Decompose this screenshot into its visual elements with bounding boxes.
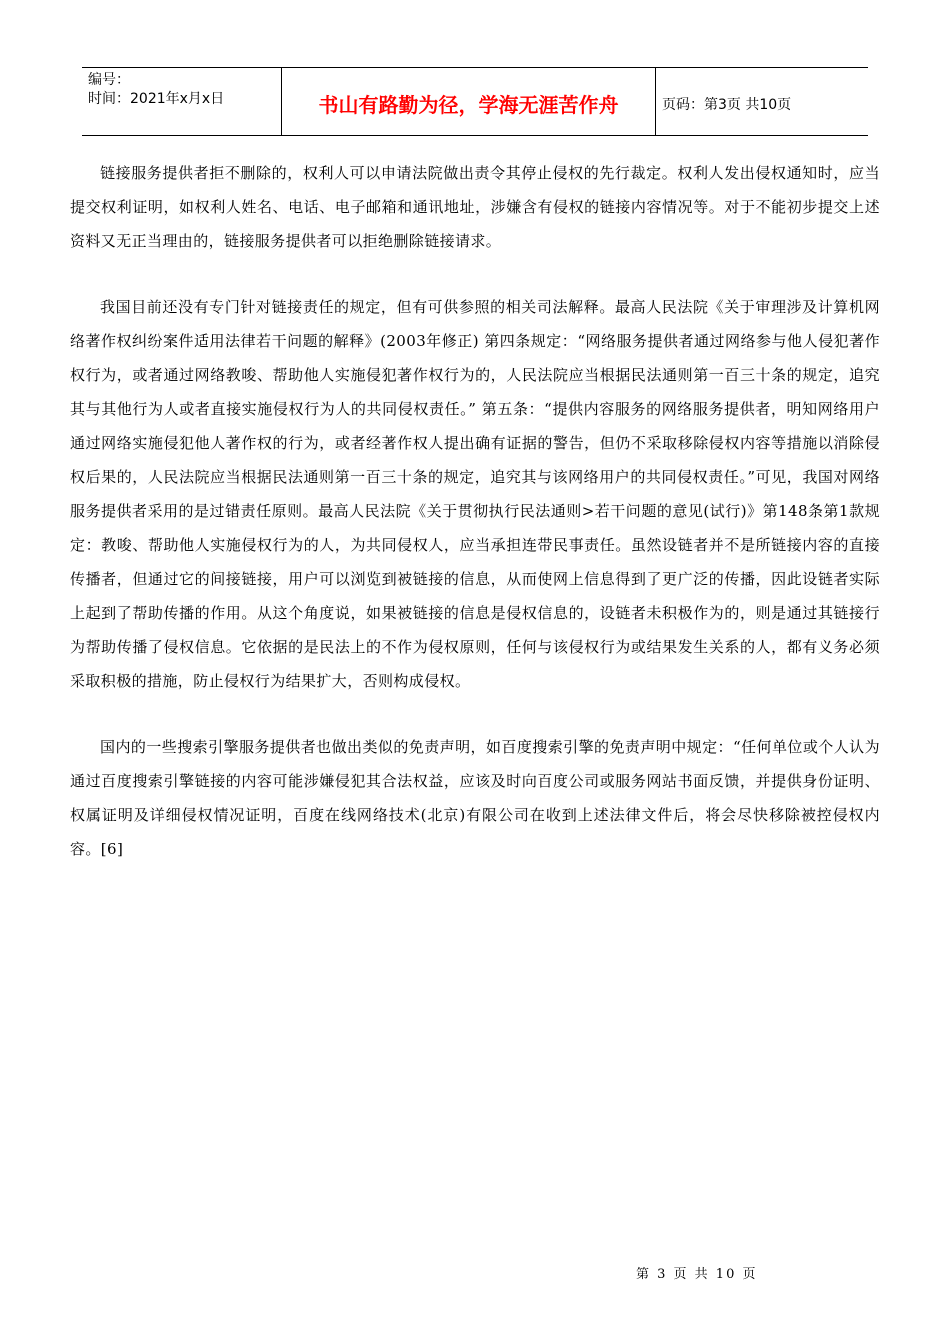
body-paragraph: 链接服务提供者拒不删除的，权利人可以申请法院做出责令其停止侵权的先行裁定。权利人发出侵权通知时，应当提交权利证明，如权利人姓名、电话、电子邮箱和通讯地址，涉嫌含有侵权的链接内容情况等。对于不能初步提交上述资料又无正当理由的，链接服务提供者可以拒绝删除链接请求。 — [70, 164, 880, 250]
header-motto: 书山有路勤为径，学海无涯苦作舟 — [282, 68, 656, 135]
document-time-label: 时间：2021年x月x日 — [88, 91, 225, 107]
document-body — [70, 156, 880, 898]
header-page-info: 页码：第3页 共10页 — [662, 96, 792, 113]
body-paragraph: 我国目前还没有专门针对链接责任的规定，但有可供参照的相关司法解释。最高人民法院《关于审理涉及计算机网络著作权纠纷案件适用法律若干问题的解释》(2003年修正) 第四条规定：“网络服务提供者通过网络参与他人侵犯著作权行为，或者通过网络教唆、帮助他人实施侵犯著作权行为的，人民法院应当根据民法通则第一百三十条的规定，追究其与其他行为人或者直接实施侵权行为人的共同侵权责任。” 第五条：“提供内容服务的网络服务提供者，明知网络用户通过网络实施侵犯他人著作权的行为，或者经著作权人提出确有证据的警告，但仍不采取移除侵权内容等措施以消除侵权后果的，人民法院应当根据民法通则第一百三十条的规定，追究其与该网络用户的共同侵权责任。”可见，我国对网络服务提供者采用的是过错责任原则。最高人民法院《关于贯彻执行民法通则>若干问题的意见(试行)》第148条第1款规定：教唆、帮助他人实施侵权行为的人，为共同侵权人，应当承担连带民事责任。虽然设链者并不是所链接内容的直接传播者，但通过它的间接链接，用户可以浏览到被链接的信息，从而使网上信息得到了更广泛的传播，因此设链者实际上起到了帮助传播的作用。从这个角度说，如果被链接的信息是侵权信息的，设链者未积极作为的，则是通过其链接行为帮助传播了侵权信息。它依据的是民法上的不作为侵权原则，任何与该侵权行为或结果发生关系的人，都有义务必须采取积极的措施，防止侵权行为结果扩大，否则构成侵权。 — [70, 298, 880, 690]
document-number-label: 编号： — [88, 72, 130, 88]
document-header — [82, 67, 868, 136]
header-meta — [82, 68, 282, 135]
page-footer: 第 3 页 共 10 页 — [636, 1267, 758, 1282]
body-paragraph: 国内的一些搜索引擎服务提供者也做出类似的免责声明，如百度搜索引擎的免责声明中规定：“任何单位或个人认为通过百度搜索引擎链接的内容可能涉嫌侵犯其合法权益，应该及时向百度公司或服务网站书面反馈，并提供身份证明、权属证明及详细侵权情况证明，百度在线网络技术(北京)有限公司在收到上述法律文件后，将会尽快移除被控侵权内容。[6] — [70, 738, 880, 858]
